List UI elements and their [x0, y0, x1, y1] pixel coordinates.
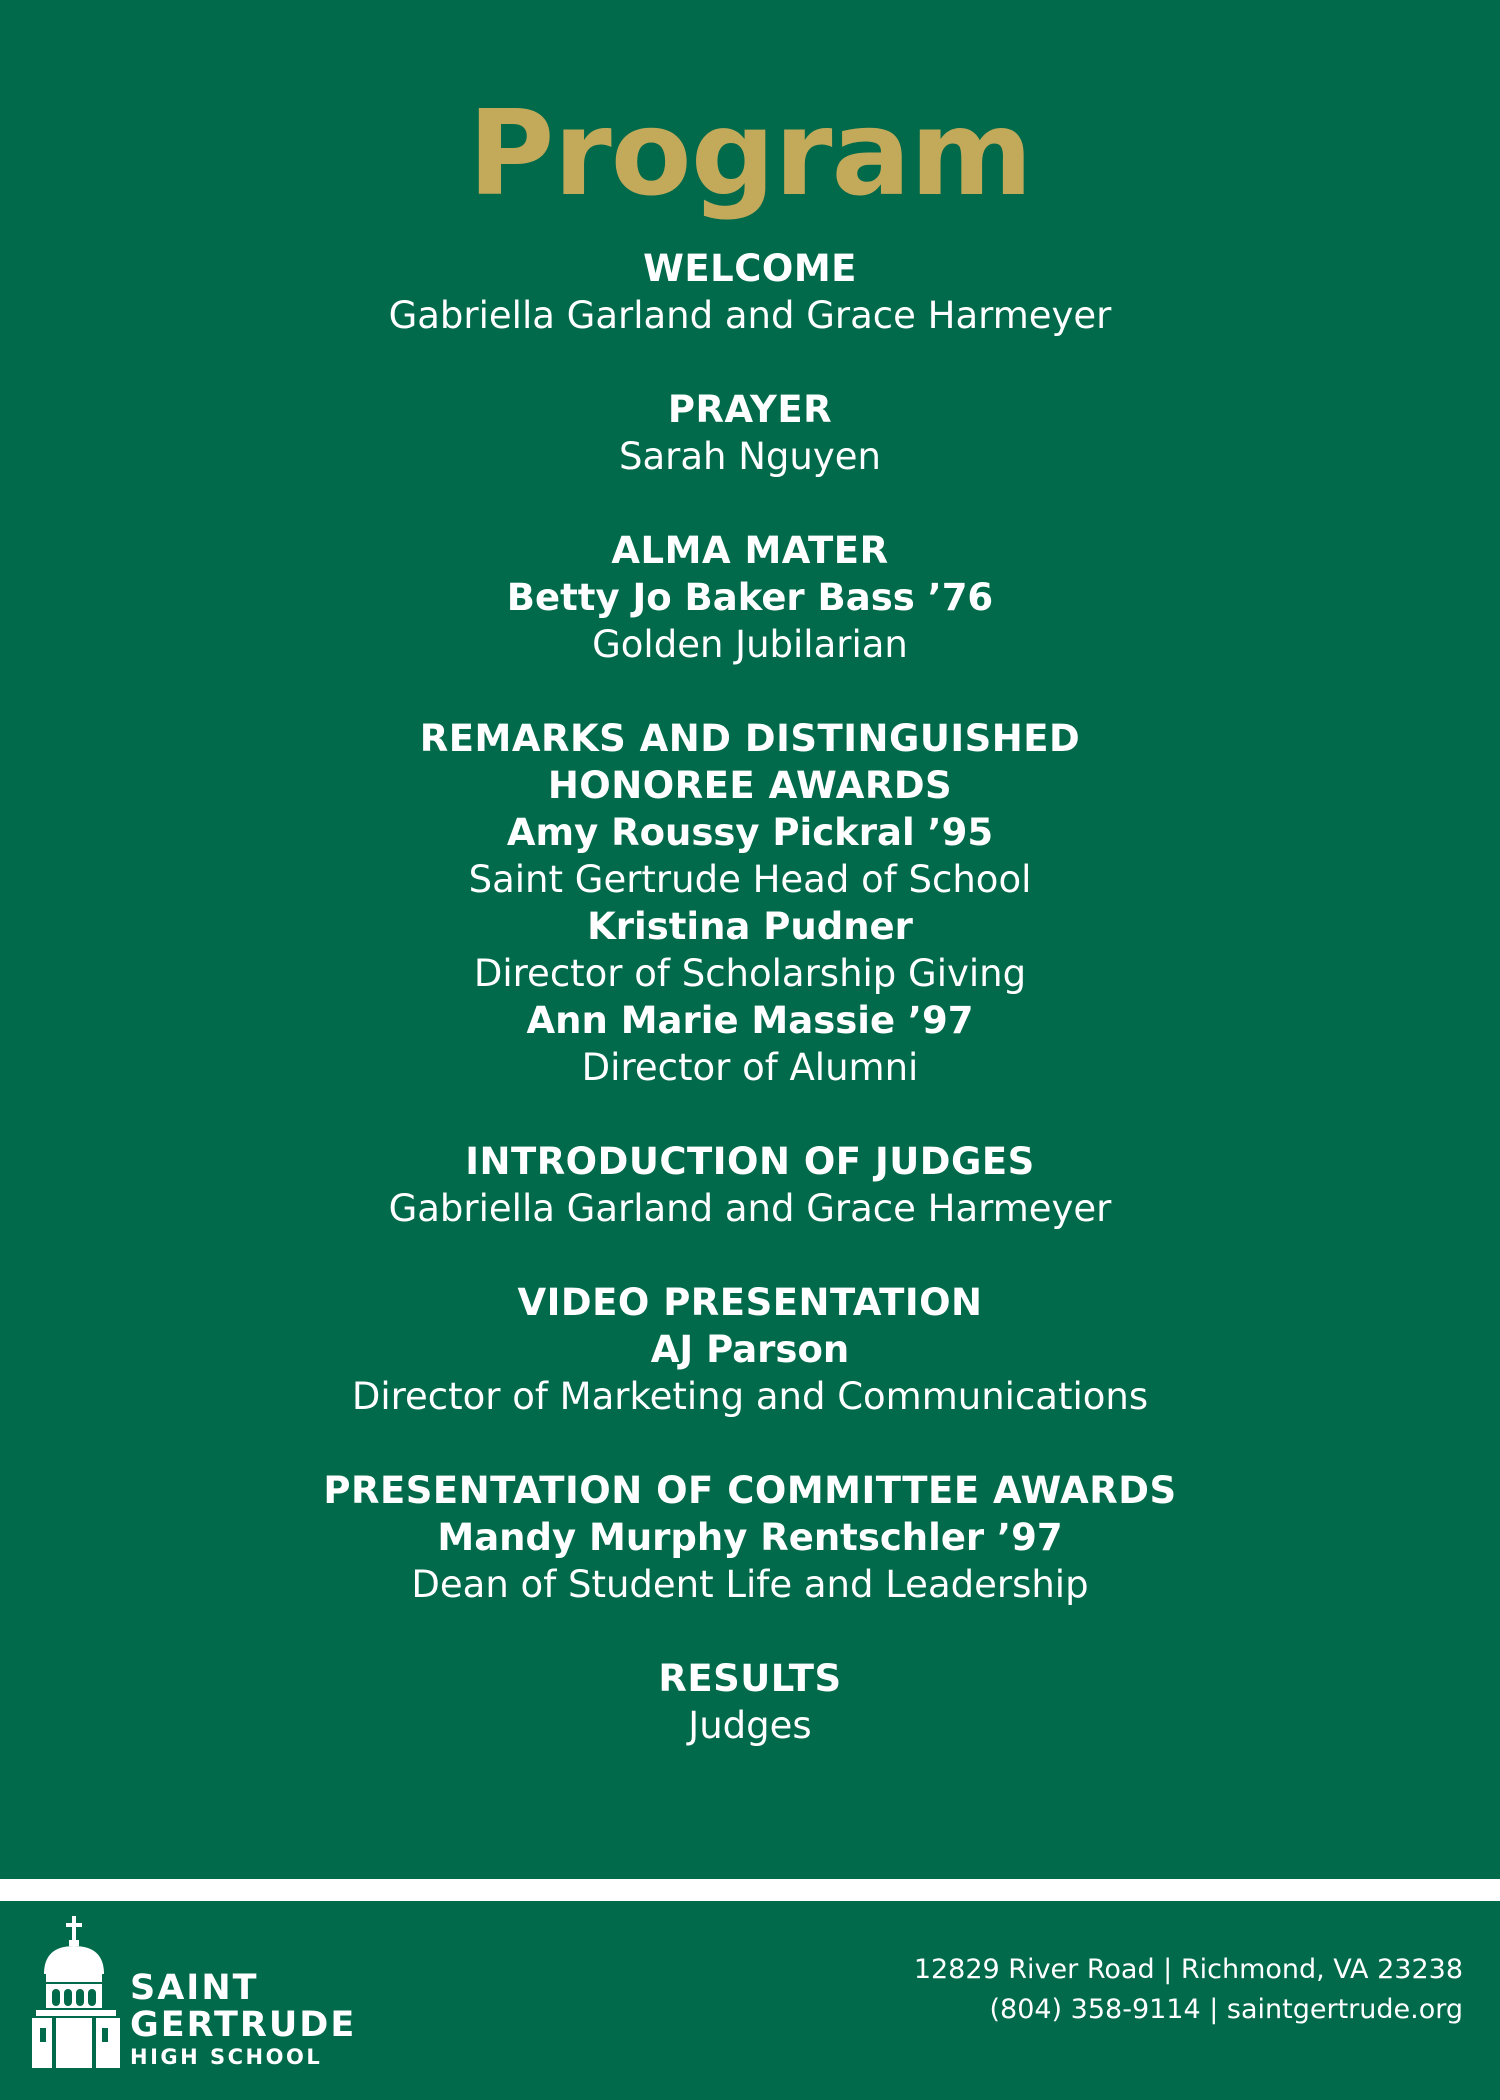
- presenter-role: Director of Marketing and Communications: [351, 1375, 1149, 1418]
- program-presenter: Sarah Nguyen: [619, 435, 881, 478]
- school-building-icon: [32, 1916, 120, 2068]
- presenter-role: Golden Jubilarian: [592, 623, 908, 666]
- presenter-role: Director of Alumni: [581, 1046, 919, 1089]
- presenter-name: Mandy Murphy Rentschler ’97: [437, 1516, 1063, 1559]
- program-heading: PRESENTATION OF COMMITTEE AWARDS: [323, 1469, 1177, 1512]
- presenter-role: Saint Gertrude Head of School: [468, 858, 1032, 901]
- presenter-name: AJ Parson: [650, 1328, 850, 1371]
- program-item-video-presentation: [0, 1279, 1500, 1420]
- contact-info: [914, 1950, 1463, 2030]
- logo-text-saint: SAINT: [130, 1968, 259, 2008]
- presenter-name: Betty Jo Baker Bass ’76: [506, 576, 994, 619]
- page-title: Program: [468, 84, 1032, 222]
- program-heading: VIDEO PRESENTATION: [517, 1281, 983, 1324]
- logo-text-high-school: HIGH SCHOOL: [130, 2045, 323, 2069]
- presenter-role: Director of Scholarship Giving: [473, 952, 1027, 995]
- program-heading: INTRODUCTION OF JUDGES: [465, 1140, 1035, 1183]
- program-presenter: Gabriella Garland and Grace Harmeyer: [388, 294, 1112, 337]
- logo-text-gertrude: GERTRUDE: [130, 2005, 357, 2045]
- program-heading: WELCOME: [643, 247, 857, 290]
- program-heading: HONOREE AWARDS: [547, 764, 953, 807]
- program-item-welcome: [0, 245, 1500, 339]
- school-logo: [32, 1916, 362, 2071]
- presenter-name: Amy Roussy Pickral ’95: [506, 811, 994, 854]
- program-item-remarks: [0, 715, 1500, 1091]
- program-heading: ALMA MATER: [611, 529, 889, 572]
- program-heading: RESULTS: [658, 1657, 842, 1700]
- program-item-prayer: [0, 386, 1500, 480]
- program-item-introduction-of-judges: [0, 1138, 1500, 1232]
- program-heading: REMARKS AND DISTINGUISHED: [419, 717, 1081, 760]
- logo-wordmark: [130, 1970, 356, 2070]
- program-item-committee-awards: [0, 1467, 1500, 1608]
- program-presenter: Judges: [688, 1704, 812, 1747]
- program-item-alma-mater: [0, 527, 1500, 668]
- program-item-results: [0, 1655, 1500, 1749]
- street-address: 12829 River Road | Richmond, VA 23238: [913, 1954, 1463, 1985]
- presenter-role: Dean of Student Life and Leadership: [411, 1563, 1089, 1606]
- phone-and-website: (804) 358-9114 | saintgertrude.org: [989, 1994, 1463, 2025]
- program-list: [0, 245, 1500, 1796]
- presenter-name: Kristina Pudner: [587, 905, 913, 948]
- footer-divider: [0, 1879, 1500, 1901]
- program-presenter: Gabriella Garland and Grace Harmeyer: [388, 1187, 1112, 1230]
- presenter-name: Ann Marie Massie ’97: [526, 999, 974, 1042]
- program-heading: PRAYER: [667, 388, 833, 431]
